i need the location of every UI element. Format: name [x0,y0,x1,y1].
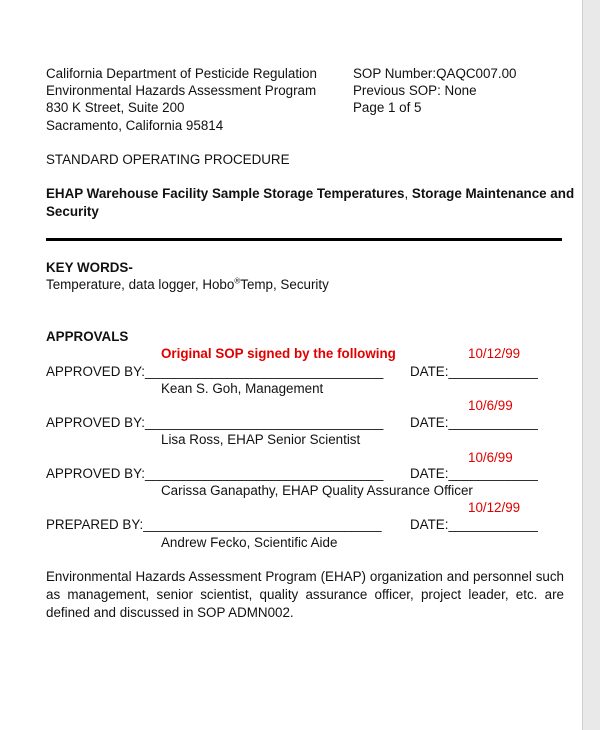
street-address: 830 K Street, Suite 200 [46,100,185,115]
approval-date: 10/12/99 [468,500,521,515]
keywords-text-before: Temperature, data logger, Hobo [46,277,235,292]
page-number: Page 1 of 5 [353,100,422,115]
title-part-3: Security [46,204,99,219]
approvals-heading: APPROVALS [46,329,129,344]
document-type: STANDARD OPERATING PROCEDURE [46,152,290,167]
document-title [46,185,574,202]
prepared-line: PREPARED BY:________________________________ [46,517,382,532]
body-paragraph: Environmental Hazards Assessment Program (EHAP) organization and personnel such as management, senior scientist, quality assurance officer, project leader, etc. are defined and discussed in SOP ADMN002. [46,569,564,620]
date-line: DATE:____________ [410,415,538,430]
date-line: DATE:____________ [410,517,538,532]
approval-date: 10/6/99 [468,450,513,465]
agency-name: California Department of Pesticide Regulation [46,66,317,81]
approver-name: Kean S. Goh, Management [161,381,324,396]
city-address: Sacramento, California 95814 [46,118,224,133]
sop-number: SOP Number:QAQC007.00 [353,66,517,81]
approval-line: APPROVED BY:________________________________ [46,415,384,430]
approval-line: APPROVED BY:________________________________ [46,364,384,379]
keywords-text-after: Temp, Security [240,277,329,292]
program-name: Environmental Hazards Assessment Program [46,83,317,98]
approver-name: Carissa Ganapathy, EHAP Quality Assurance Officer [161,483,473,498]
signed-note: Original SOP signed by the following [161,346,396,361]
approver-name: Lisa Ross, EHAP Senior Scientist [161,432,361,447]
title-part-2: Storage Maintenance and [411,186,575,201]
preparer-name: Andrew Fecko, Scientific Aide [161,535,338,550]
title-divider [46,238,562,241]
page-gutter [583,0,600,730]
approval-date: 10/12/99 [468,346,521,361]
keywords-text [46,276,329,293]
date-line: DATE:____________ [410,466,538,481]
previous-sop: Previous SOP: None [353,83,477,98]
approval-line: APPROVED BY:________________________________ [46,466,384,481]
title-separator: , [404,186,412,201]
registered-mark: ® [234,276,241,286]
title-part-1: EHAP Warehouse Facility Sample Storage Temperatures [46,186,405,201]
keywords-heading: KEY WORDS- [46,260,133,275]
approval-date: 10/6/99 [468,398,513,413]
date-line: DATE:____________ [410,364,538,379]
